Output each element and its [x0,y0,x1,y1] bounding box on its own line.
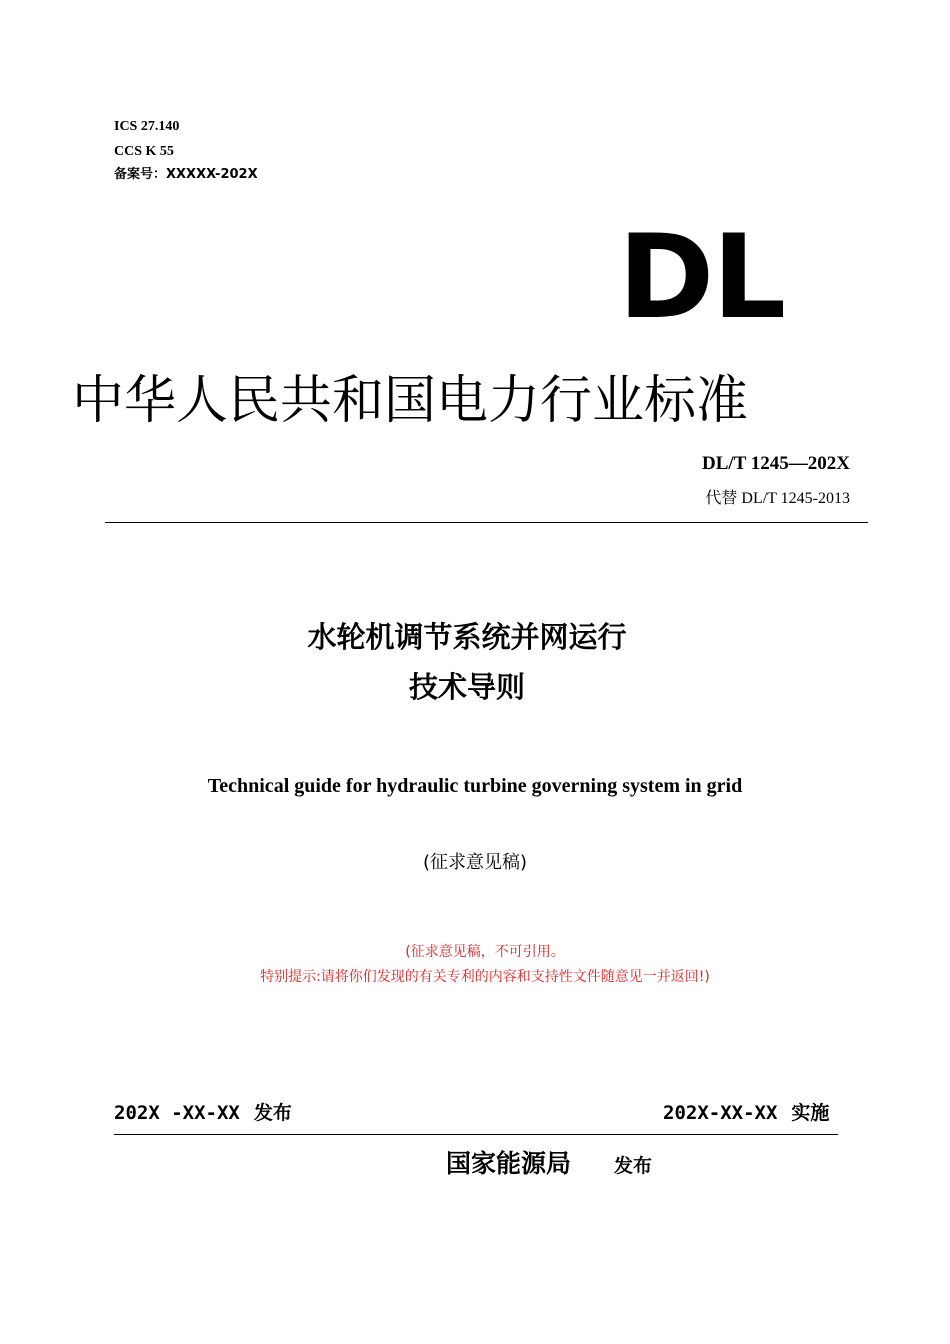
publish-date-block [114,1100,292,1126]
ics-code: ICS 27.140 [114,119,180,134]
english-title: Technical guide for hydraulic turbine governing system in grid [207,775,743,797]
publisher-verb: 发布 [614,1155,653,1177]
notice-line-1: (征求意见稿，不可引用。 [405,944,565,960]
publish-word: 发布 [253,1102,292,1124]
implement-date-block [663,1100,829,1126]
draft-label: (征求意见稿) [422,852,528,873]
chinese-title-line-1: 水轮机调节系统并网运行 [307,620,627,654]
implement-word: 实施 [791,1102,830,1124]
implement-date: 202X-XX-XX [663,1102,778,1124]
publish-date: 202X -XX-XX [114,1102,240,1124]
notice-line-2: 特别提示:请将你们发现的有关专利的内容和支持性文件随意见一并返回!) [260,969,710,985]
header-divider [105,522,868,523]
standard-number: DL/T 1245—202X [702,453,850,474]
dl-logo: DL [618,210,785,345]
ccs-code: CCS K 55 [114,144,174,159]
footer-divider [114,1134,838,1135]
filing-number: 备案号：XXXXX-202X [114,167,258,182]
replaces-standard: 代替 DL/T 1245-2013 [705,490,850,507]
publisher-name: 国家能源局 [446,1149,572,1178]
standard-name: 中华人民共和国电力行业标准 [72,371,749,431]
chinese-title-line-2: 技术导则 [408,670,525,704]
